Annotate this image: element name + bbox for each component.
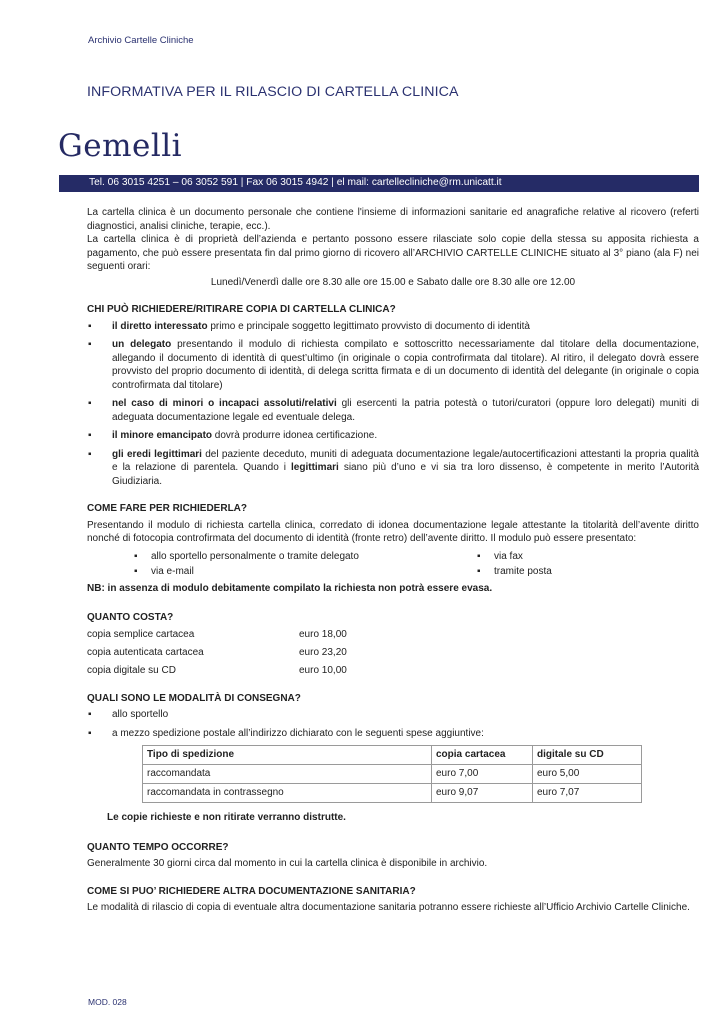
cost-row: copia autenticata cartacea euro 23,20 bbox=[87, 646, 347, 658]
nb-note: NB: in assenza di modulo debitamente compilato la richiesta non potrà essere evasa. bbox=[87, 582, 493, 594]
intro-paragraph-2: La cartella clinica è di proprietà dell’azienda e pertanto possono essere rilasciate solo copie della stessa su apposita richiesta a pagamento, che può essere presentata fin dal primo giorno di ricovero all’ARCHIVIO CARTELLE CLINICHE situato al 3° piano (ala F) nei seguenti orari: bbox=[87, 234, 699, 272]
page-title: INFORMATIVA PER IL RILASCIO DI CARTELLA CLINICA bbox=[87, 84, 459, 100]
submission-options bbox=[87, 550, 699, 582]
option-email: ▪ via e-mail bbox=[134, 565, 194, 579]
opening-hours: Lunedì/Venerdì dalle ore 8.30 alle ore 15.00 e Sabato dalle ore 8.30 alle ore 12.00 bbox=[210, 276, 576, 288]
list-item: ▪ gli eredi legittimari del paziente deceduto, muniti di adeguata documentazione legale/autocertificazioni attestanti la propria qualità e la relazione di parentela. Quando i legittimari siano più d’uno e vi sia tra loro dissenso, è competente in merito l’Autorità Giudiziaria. bbox=[87, 448, 699, 489]
list-item: ▪ a mezzo spedizione postale all’indirizzo dichiarato con le seguenti spese aggiuntive: bbox=[87, 727, 699, 741]
intro-paragraph-1: La cartella clinica è un documento personale che contiene l'insieme di informazioni sanitarie ed anagrafiche relative al ricovero (referti diagnostici, analisi cliniche, terapie, ecc.). bbox=[87, 207, 699, 232]
table-row: raccomandata euro 7,00 euro 5,00 bbox=[143, 765, 642, 784]
contact-bar bbox=[59, 175, 699, 192]
delivery-list bbox=[87, 708, 699, 740]
who-list bbox=[87, 320, 699, 489]
contact-info: Tel. 06 3015 4251 – 06 3052 591 | Fax 06 3015 4942 | el mail: cartellecliniche@rm.unicatt.it bbox=[89, 177, 502, 188]
other-docs-heading: COME SI PUO’ RICHIEDERE ALTRA DOCUMENTAZIONE SANITARIA? bbox=[87, 885, 416, 897]
delivery-heading: QUALI SONO LE MODALITÀ DI CONSEGNA? bbox=[87, 692, 301, 704]
page-header: Archivio Cartelle Cliniche bbox=[88, 35, 194, 46]
list-item: ▪ il minore emancipato dovrà produrre idonea certificazione. bbox=[87, 429, 699, 443]
how-text: Presentando il modulo di richiesta cartella clinica, corredato di idonea documentazione legale attestante la titolarità dell’avente diritto nonché di fotocopia controfirmata del documento di identità (fronte retro) dell’avente diritto. Il modulo può essere presentato: bbox=[87, 519, 699, 544]
cost-list bbox=[87, 628, 699, 682]
who-heading: CHI PUÒ RICHIEDERE/RITIRARE COPIA DI CARTELLA CLINICA? bbox=[87, 304, 396, 315]
cost-row: copia digitale su CD euro 10,00 bbox=[87, 664, 347, 676]
cost-heading: QUANTO COSTA? bbox=[87, 612, 174, 623]
cost-row: copia semplice cartacea euro 18,00 bbox=[87, 628, 347, 640]
list-item: ▪ allo sportello bbox=[87, 708, 699, 722]
option-post: ▪ tramite posta bbox=[477, 565, 552, 579]
list-item: ▪ un delegato presentando il modulo di richiesta compilato e sottoscritto necessariamente dal titolare della documentazione, allegando il documento di identità di quest’ultimo (in originale o copia controfirmata dal titolare). Al ritiro, il delegato dovrà essere provvisto del proprio documento di identità, di delega scritta firmata e di un documento di identità del delegante (in originale o copia controfirmata dal titolare) bbox=[87, 338, 699, 392]
how-heading: COME FARE PER RICHIEDERLA? bbox=[87, 503, 248, 514]
table-header-row: Tipo di spedizione copia cartacea digitale su CD bbox=[143, 746, 642, 765]
list-item: ▪ nel caso di minori o incapaci assoluti/relativi gli esercenti la patria potestà o tutori/curatori (oppure loro delegati) muniti di adeguata documentazione legale ed eventuale delega. bbox=[87, 397, 699, 424]
form-code: MOD. 028 bbox=[88, 997, 127, 1007]
document-body bbox=[87, 206, 699, 915]
time-text: Generalmente 30 giorni circa dal momento in cui la cartella clinica è disponibile in archivio. bbox=[87, 858, 488, 869]
table-row: raccomandata in contrassegno euro 9,07 euro 7,07 bbox=[143, 784, 642, 803]
uncollected-note: Le copie richieste e non ritirate verranno distrutte. bbox=[107, 812, 346, 823]
shipping-table bbox=[142, 745, 642, 803]
time-heading: QUANTO TEMPO OCCORRE? bbox=[87, 841, 229, 853]
gemelli-logo: Gemelli bbox=[58, 128, 183, 164]
other-docs-text: Le modalità di rilascio di copia di eventuale altra documentazione sanitaria potranno essere richieste all’Ufficio Archivio Cartelle Cliniche. bbox=[87, 902, 690, 913]
list-item: ▪ il diretto interessato primo e principale soggetto legittimato provvisto di documento di identità bbox=[87, 320, 699, 334]
option-counter: ▪ allo sportello personalmente o tramite delegato bbox=[134, 550, 359, 564]
option-fax: ▪ via fax bbox=[477, 550, 523, 564]
